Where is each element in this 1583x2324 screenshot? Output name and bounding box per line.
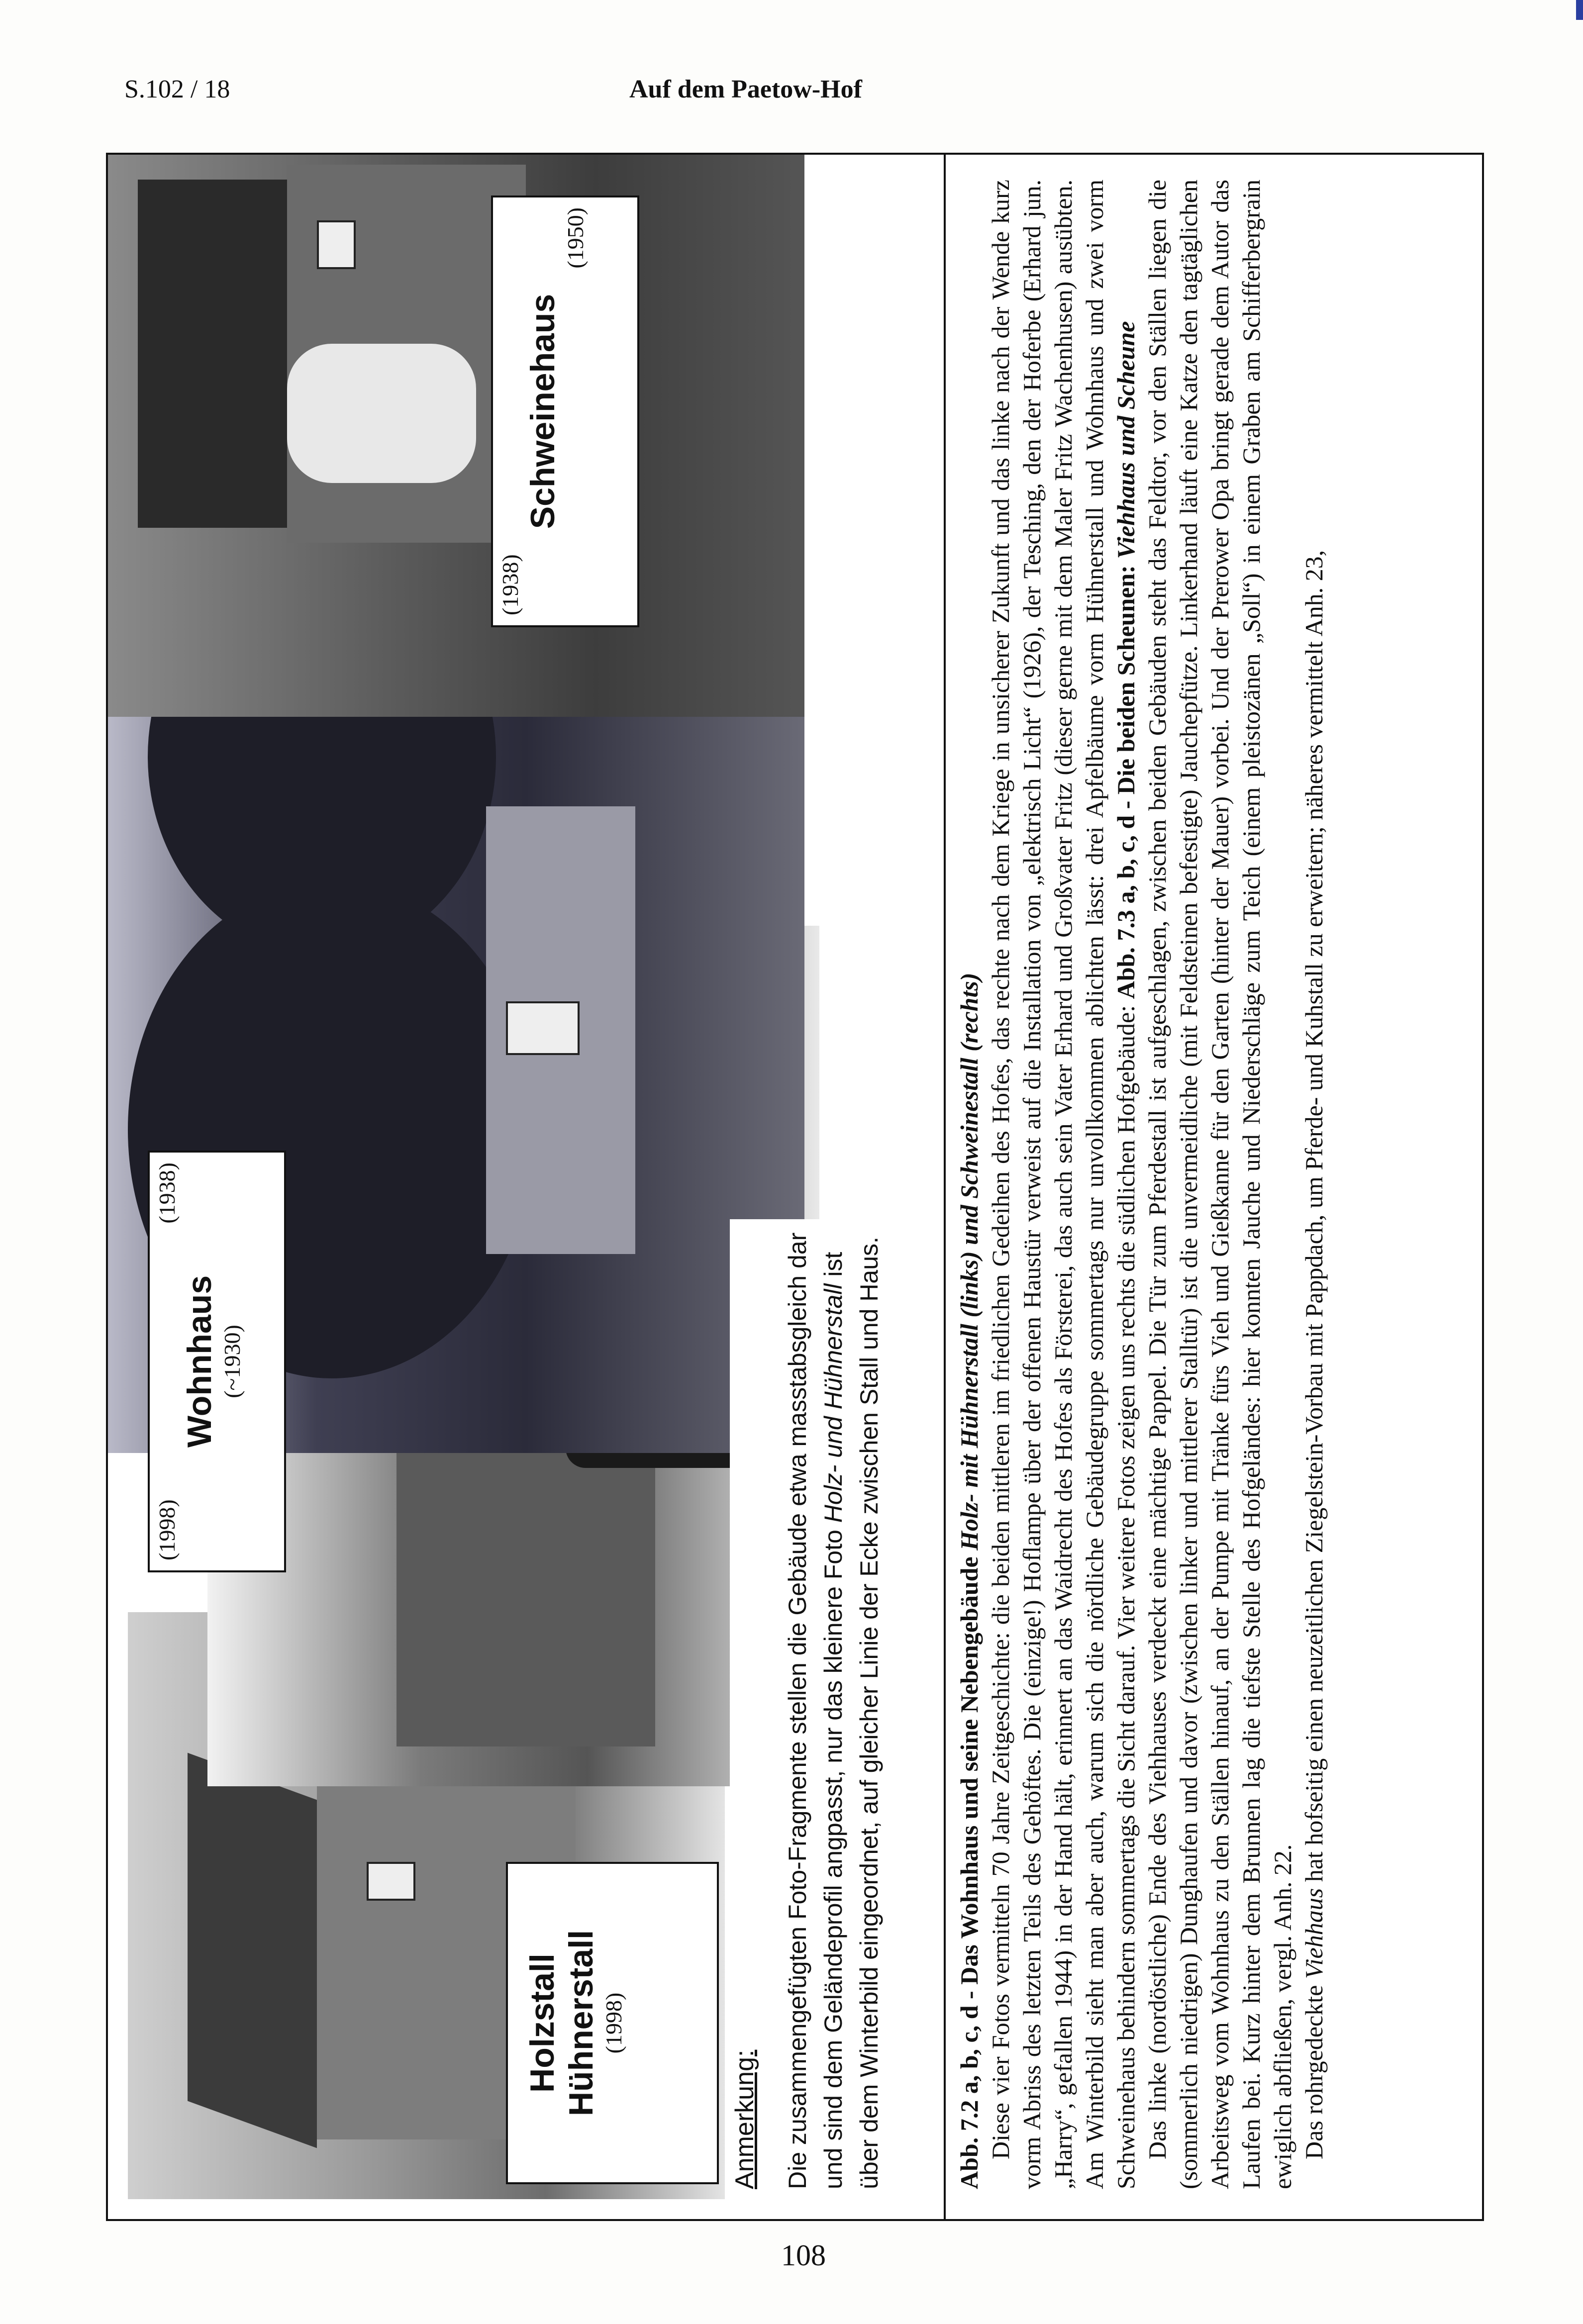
label-year-right: (1938) [154,1162,180,1224]
header-reference: S.102 / 18 [124,75,230,103]
header-title: Auf dem Paetow-Hof [629,75,862,103]
caption-text [954,180,1330,2189]
label-year-left: (1998) [154,1499,180,1560]
caption-heading-part: Abb. 7.2 a, b, c, d - Das Wohnhaus und seine Nebengebäude [955,1550,983,2189]
door-shape [506,1001,580,1055]
rotated-content [108,155,1482,2219]
label-year-left: (1938) [497,554,523,615]
caption-paragraph-italic: Viehhaus [1300,1888,1328,1979]
page-number: 108 [781,2239,826,2272]
label-year-sub: (~1930) [219,1325,245,1398]
label-year-right: (1950) [563,207,588,269]
caption-paragraph [1298,180,1330,2189]
note-text-part: Die zusammengefügten Foto-Fragmente stellen die Gebäude etwa masstabsgleich dar und sind dem Geländeprofil angpasst, nur das kleinere Foto [784,1232,847,2189]
label-line2: Hühnerstall [562,1930,600,2117]
caption-heading [954,180,985,2189]
caption-paragraph-text: Das rohrgedeckte [1300,1979,1328,2159]
caption-heading-italic: Holz- mit Hühnerstall (links) und Schweinestall (rechts) [955,972,983,1550]
caption-paragraph: Das linke (nordöstliche) Ende des Viehhauses verdeckt eine mächtige Pappel. Die Tür zum Pferdestall ist aufgeschlagen, zwischen beiden Gebäuden steht das Feldtor, vor den Ställen liegen die (sommerlich niedrigen) Dunghaufen und davor (zwischen linker und mittlerer Stalltür) ist die unvermeidliche (mit Feldsteinen befestigte) Jauchepfütze. Linkerhand läuft eine Katze den tagtäglichen Arbeitsweg vom Wohnhaus zu den Ställen hinauf, an der Pumpe mit Tränke fürs Vieh und Gießkanne für den Garten (hinter der Mauer) vorbei. Und der Prerower Opa bringt gerade dem Autor das Laufen bei. Kurz hinter dem Brunnen lag die tiefste Stelle des Hofgeländes: hier konnten Jauche und Niederschläge zum Teich (einem pleistozänen „Soll“) in einem Graben am Schifferbergrain ewiglich abfließen, vergl. Anh. 22. [1143,180,1296,2189]
caption-subheading-italic: Viehhaus und Scheune [1112,321,1140,559]
label-title: Schweinehaus [524,293,562,529]
label-schweinehaus [491,195,639,627]
caption-paragraph-text: Diese vier Fotos vermitteln 70 Jahre Zeitgeschichte: die beiden mittleren im friedlichen Gedeihen des Hofes, das rechte nach dem Kriege in unsicherer Zukunft und das linke nach der Wende kurz vorm Abriss des letzten Teils des Gehöftes. Die (einzige!) Hoflampe über der offenen Haustür verweist auf die Installation von „elektrisch Licht“ (1926), der Tesching, den der Hoferbe (Erhard jun. „Harry“, gefallen 1944) in der Hand hält, erinnert an das Waidrecht des Hofes als Försterei, das auch sein Vater Erhard und Großvater Fritz (dieser gerne mit dem Maler Fritz Wachenhusen) ausübten. Am Winterbild sieht man aber auch, warum sich die nördliche Gebäudegruppe sommertags nur unvollkommen ablichten lässt: drei Apfelbäume vorm Hühnerstall und Wohnhaus und zwei vorm Schweinehaus behindern sommertags die Sicht darauf. Vier weitere Fotos zeigen uns rechts die südlichen Hofgebäude: [987,180,1140,2189]
note-title: Anmerkung: [730,2049,759,2189]
roof-shape [188,1753,317,2148]
caption-subheading: Abb. 7.3 a, b, c, d - Die beiden Scheunen: [1112,559,1140,999]
caption-paragraph [985,180,1142,2189]
photo-montage [108,155,946,2219]
label-year: (1998) [601,1992,626,2054]
note-text-part: ist über dem Winterbild eingeordnet, auf gleicher Linie der Ecke zwischen Stall und Haus. [819,1237,883,2189]
annotation-note [730,1219,929,2189]
animal-silhouette [287,344,476,483]
photo-schweinehaus [108,155,804,717]
label-title: Wohnhaus [181,1275,218,1448]
caption-paragraph-text: hat hofseitig einen neuzeitlichen Ziegelstein-Vorbau mit Pappdach, um Pferde- und Kuhstall zu erweitern; näheres vermittelt Anh. 23, [1300,550,1328,1888]
scan-edge-mark [1576,0,1583,20]
label-line1: Holzstall [523,1953,561,2093]
label-wohnhaus [148,1151,286,1572]
window-shape [367,1862,415,1901]
roof-shape [138,180,287,528]
figure-frame [106,153,1484,2221]
note-text-italic: Holz- und Hühnerstall [819,1283,847,1523]
window-shape [317,220,356,269]
label-holzstall [506,1862,719,2184]
note-text [780,1219,887,2189]
